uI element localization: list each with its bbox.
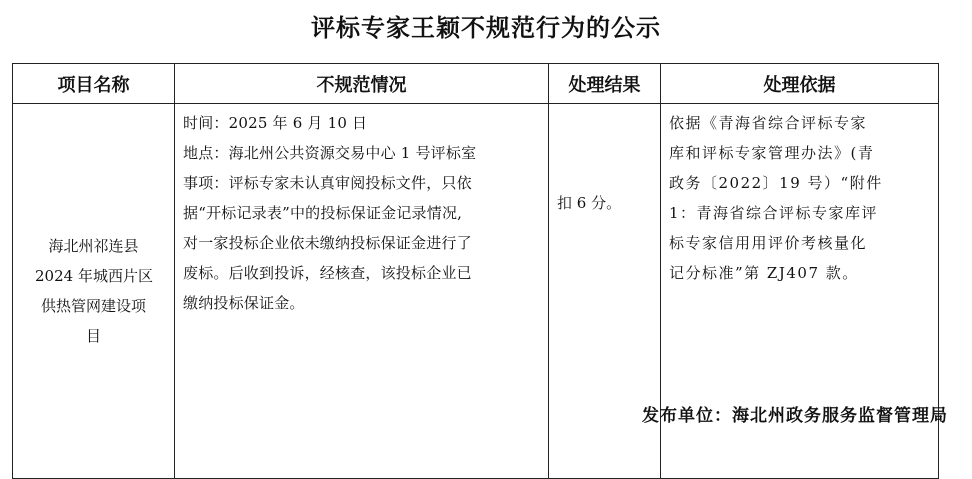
irregularity-matter-line: 废标。后收到投诉，经核查，该投标企业已 [183,264,472,282]
result-text: 扣 6 分。 [557,194,622,212]
project-name-line: 海北州祁连县 [48,237,139,255]
irregularity-matter-line: 缴纳投标保证金。 [183,294,305,312]
basis-line: 标专家信用用评价考核量化 [669,234,868,252]
project-name-line: 2024 年城西片区 [35,267,153,285]
irregularity-matter-line: 事项：评标专家未认真审阅投标文件，只依 [183,174,472,192]
irregularity-cell [175,104,549,479]
project-name-line: 供热管网建设项 [40,297,146,315]
header-project-name: 项目名称 [13,64,175,104]
page-title: 评标专家王颖不规范行为的公示 [311,14,661,42]
project-name-cell [13,104,175,479]
header-irregularity: 不规范情况 [175,64,549,104]
project-name-line: 目 [85,327,101,345]
irregularity-matter-line: 对一家投标企业依未缴纳投标保证金进行了 [183,234,472,252]
publisher: 发布单位：海北州政务服务监督管理局 [642,406,948,426]
header-result: 处理结果 [549,64,661,104]
header-basis: 处理依据 [661,64,939,104]
table-header-row [13,64,939,104]
basis-line: 1：青海省综合评标专家库评 [669,204,879,222]
irregularity-matter-line: 据“开标记录表”中的投标保证金记录情况, [183,204,463,222]
basis-line: 记分标准”第 ZJ407 款。 [669,264,859,282]
irregularity-time: 时间：2025 年 6 月 10 日 [183,114,368,132]
basis-line: 依据《青海省综合评标专家 [669,114,868,132]
basis-line: 政务〔2022〕19 号）“附件 [669,174,883,192]
basis-line: 库和评标专家管理办法》(青 [669,144,875,162]
irregularity-place: 地点：海北州公共资源交易中心 1 号评标室 [183,144,477,162]
